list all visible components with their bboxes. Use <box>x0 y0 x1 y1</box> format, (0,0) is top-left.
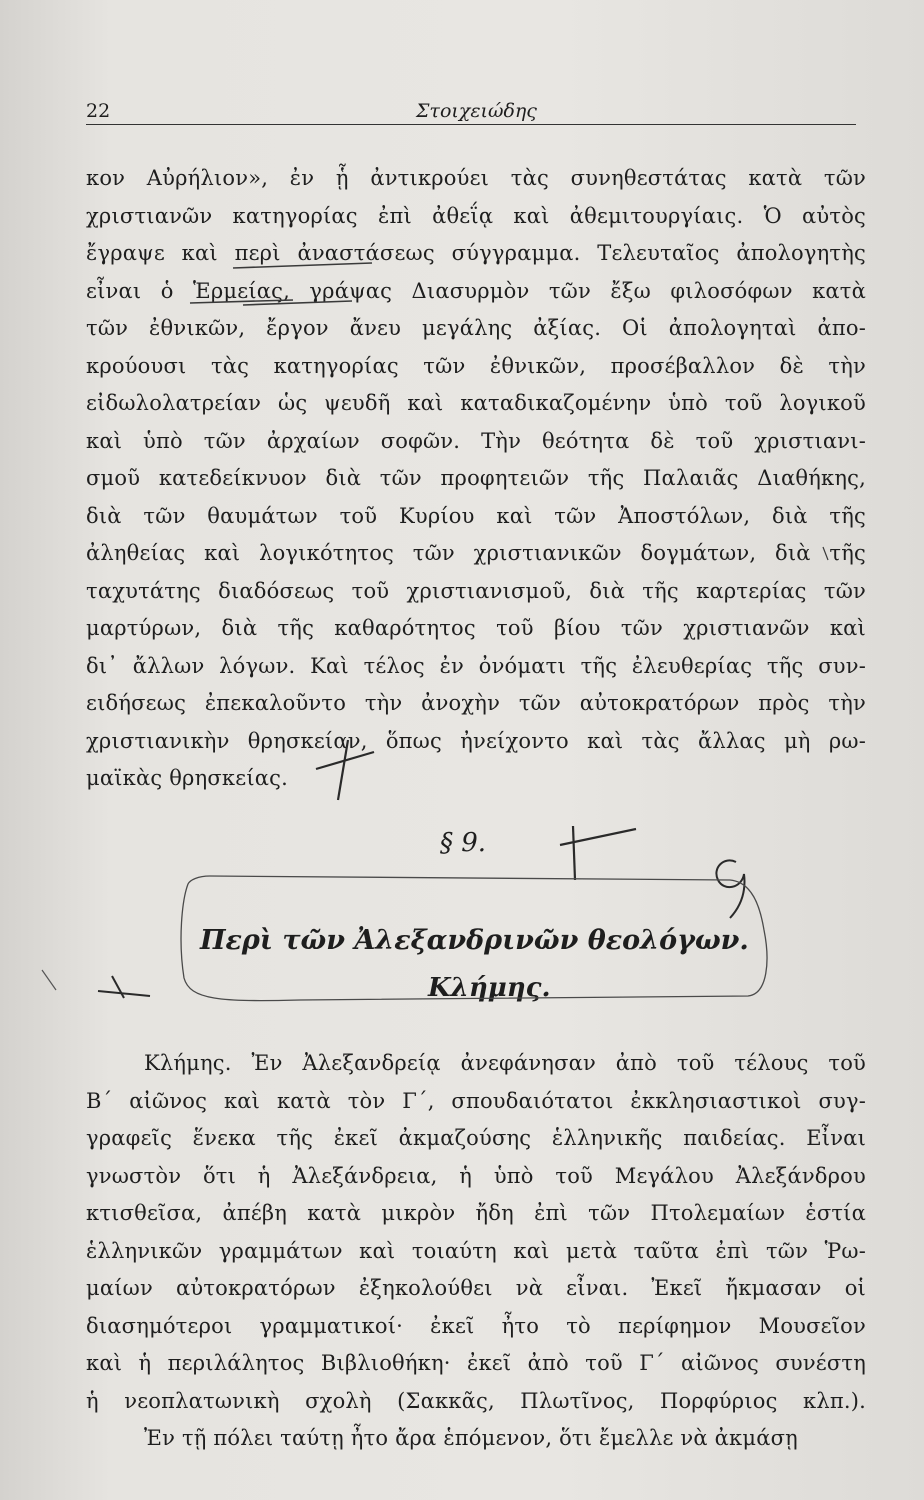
text-line: γνωστὸν ὅτι ἡ Ἀλεξάνδρεια, ἡ ὑπὸ τοῦ Μεγάλου Ἀλεξάνδρου <box>86 1163 866 1188</box>
text-line: καὶ ἡ περιλάλητος Βιβλιοθήκη· ἐκεῖ ἀπὸ τοῦ Γ΄ αἰῶνος συνέστη <box>86 1351 866 1375</box>
text-line: κον Αὐρήλιον», ἐν ᾗ ἀντικρούει τὰς συνηθεστάτας κατὰ τῶν <box>86 166 866 190</box>
running-title: Στοιχειώδης <box>416 100 537 122</box>
section-title: Περὶ τῶν Ἀλεξανδρινῶν θεολόγων. <box>200 925 749 956</box>
text-line: ἡ νεοπλατωνικὴ σχολὴ (Σακκᾶς, Πλωτῖνος, Πορφύριος κλπ.). <box>86 1388 866 1413</box>
text-line: εἶναι ὁ Ἑρμείας, γράψας Διασυρμὸν τῶν ἔξω φιλοσόφων κατὰ <box>86 278 866 303</box>
margin-mark-stem <box>112 976 124 998</box>
text-line: ἀληθείας καὶ λογικότητος τῶν χριστιανικῶν δογμάτων, διὰ τῆς <box>86 541 866 565</box>
section-cross-stem <box>573 826 575 880</box>
header-rule <box>86 124 856 125</box>
page-number: 22 <box>86 100 111 122</box>
text-line: ταχυτάτης διαδόσεως τοῦ χριστιανισμοῦ, διὰ τῆς καρτερίας τῶν <box>86 578 866 603</box>
page-header <box>86 100 856 124</box>
margin-mark-bar <box>98 991 150 996</box>
paragraph-1 <box>86 160 866 798</box>
text-line: μαίων αὐτοκρατόρων ἐξηκολούθει νὰ εἶναι. Ἐκεῖ ἤκμασαν οἱ <box>86 1276 866 1300</box>
text-line: κτισθεῖσα, ἀπέβη κατὰ μικρὸν ἤδη ἐπὶ τῶν Πτολεμαίων ἑστία <box>86 1201 866 1225</box>
text-line: χριστιανῶν κατηγορίας ἐπὶ ἀθεΐᾳ καὶ ἀθεμιτουργίαις. Ὁ αὐτὸς <box>86 203 866 228</box>
text-line: ἔγραψε καὶ περὶ ἀναστάσεως σύγγραμμα. Τελευταῖος ἀπολογητὴς <box>86 241 866 265</box>
paragraph-2 <box>86 1045 866 1458</box>
text-line: ειδήσεως ἐπεκαλοῦντο τὴν ἀνοχὴν τῶν αὐτοκρατόρων πρὸς τὴν <box>86 691 866 715</box>
text-line: μαϊκὰς θρησκείας. <box>86 766 288 790</box>
text-line: σμοῦ κατεδείκνυον διὰ τῶν προφητειῶν τῆς Παλαιᾶς Διαθήκης, <box>86 466 866 490</box>
text-line: ἑλληνικῶν γραμμάτων καὶ τοιαύτη καὶ μετὰ ταῦτα ἐπὶ τῶν Ῥω- <box>86 1238 866 1263</box>
text-line: δι᾿ ἄλλων λόγων. Καὶ τέλος ἐν ὀνόματι τῆς ἐλευθερίας τῆς συν- <box>86 653 866 678</box>
text-line: γραφεῖς ἕνεκα τῆς ἐκεῖ ἀκμαζούσης ἑλληνικῆς παιδείας. Εἶναι <box>86 1126 866 1150</box>
margin-stroke <box>42 970 56 990</box>
handwritten-nine-icon <box>716 860 744 918</box>
text-line: τῶν ἐθνικῶν, ἔργον ἄνευ μεγάλης ἀξίας. Οἱ ἀπολογηταὶ ἀπο- <box>86 316 866 340</box>
section-cross-bar <box>560 829 636 845</box>
text-line: κρούουσι τὰς κατηγορίας τῶν ἐθνικῶν, προσέβαλλον δὲ τὴν <box>86 353 866 378</box>
text-line: εἰδωλολατρείαν ὡς ψευδῆ καὶ καταδικαζομένην ὑπὸ τοῦ λογικοῦ <box>86 391 866 415</box>
text-line: διὰ τῶν θαυμάτων τοῦ Κυρίου καὶ τῶν Ἀποστόλων, διὰ τῆς <box>86 503 866 528</box>
text-line: μαρτύρων, διὰ τῆς καθαρότητος τοῦ βίου τῶν χριστιανῶν καὶ <box>86 616 866 640</box>
text-line: Β΄ αἰῶνος καὶ κατὰ τὸν Γ΄, σπουδαιότατοι ἐκκλησιαστικοὶ συγ- <box>86 1088 866 1113</box>
section-number: § 9. <box>440 828 487 858</box>
text-line: καὶ ὑπὸ τῶν ἀρχαίων σοφῶν. Τὴν θεότητα δὲ τοῦ χριστιανι- <box>86 428 866 453</box>
section-subtitle: Κλήμης. <box>428 973 551 1003</box>
text-line: Ἐν τῇ πόλει ταύτῃ ἦτο ἄρα ἑπόμενον, ὅτι ἔμελλε νὰ ἀκμάσῃ <box>144 1426 798 1450</box>
text-line: διασημότεροι γραμματικοί· ἐκεῖ ἦτο τὸ περίφημον Μουσεῖον <box>86 1313 866 1338</box>
text-line: χριστιανικὴν θρησκείαν, ὅπως ἠνείχοντο καὶ τὰς ἄλλας μὴ ρω- <box>86 728 866 753</box>
text-line: Κλήμης. Ἐν Ἀλεξανδρείᾳ ἀνεφάνησαν ἀπὸ τοῦ τέλους τοῦ <box>144 1051 866 1075</box>
